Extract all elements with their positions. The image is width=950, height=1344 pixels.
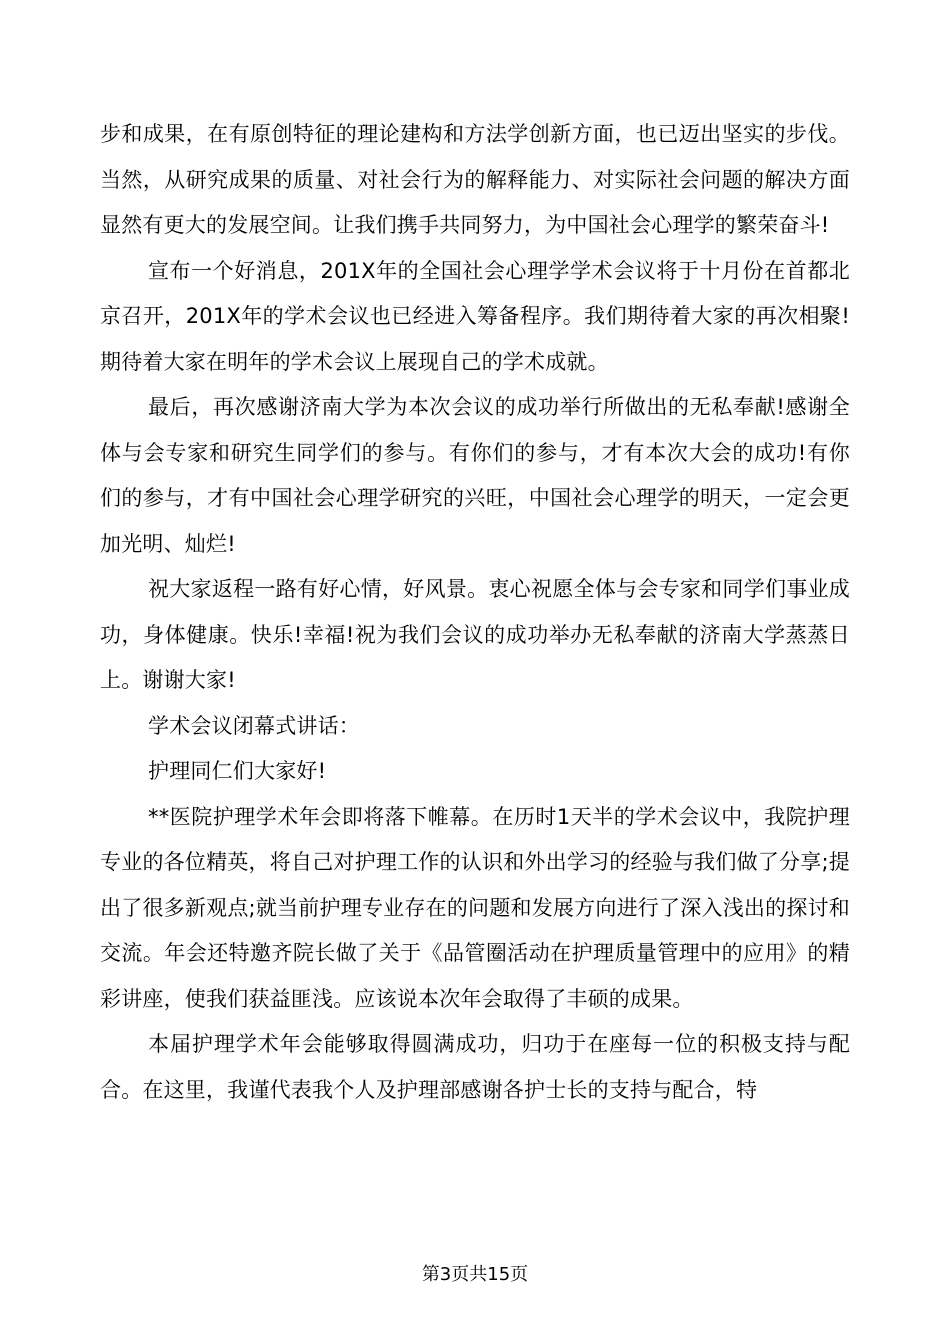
paragraph-annual-meeting: **医院护理学术年会即将落下帷幕。在历时1天半的学术会议中，我院护理专业的各位精英，将自己对护理工作的认识和外出学习的经验与我们做了分享;提出了很多新观点;就当前护理专业存在的问题和发展方向进行了深入浅出的探讨和交流。年会还特邀齐院长做了关于《品管圈活动在护理质量管理中的应用》的精彩讲座，使我们获益匪浅。应该说本次年会取得了丰硕的成果。 <box>100 804 850 1011</box>
paragraph-wishes: 祝大家返程一路有好心情，好风景。衷心祝愿全体与会专家和同学们事业成功，身体健康。快乐!幸福!祝为我们会议的成功举办无私奉献的济南大学蒸蒸日上。谢谢大家! <box>100 577 850 692</box>
greeting: 护理同仁们大家好! <box>148 759 327 783</box>
paragraph-thanks: 最后，再次感谢济南大学为本次会议的成功举行所做出的无私奉献!感谢全体与会专家和研究生同学们的参与。有你们的参与，才有本次大会的成功!有你们的参与，才有中国社会心理学研究的兴旺，中国社会心理学的明天，一定会更加光明、灿烂! <box>100 395 850 556</box>
document-body <box>100 112 850 1113</box>
paragraph-acknowledgement: 本届护理学术年会能够取得圆满成功，归功于在座每一位的积极支持与配合。在这里，我谨代表我个人及护理部感谢各护士长的支持与配合，特 <box>100 1032 850 1102</box>
paragraph-announcement: 宣布一个好消息，201X年的全国社会心理学学术会议将于十月份在首都北京召开，201X年的学术会议也已经进入筹备程序。我们期待着大家的再次相聚!期待着大家在明年的学术会议上展现自己的学术成就。 <box>100 258 850 374</box>
paragraph-continuation: 步和成果，在有原创特征的理论建构和方法学创新方面，也已迈出坚实的步伐。当然，从研究成果的质量、对社会行为的解释能力、对实际社会问题的解决方面显然有更大的发展空间。让我们携手共同努力，为中国社会心理学的繁荣奋斗! <box>100 122 850 237</box>
page-footer: 第3页共15页 <box>421 1264 529 1285</box>
section-heading: 学术会议闭幕式讲话： <box>148 713 360 738</box>
